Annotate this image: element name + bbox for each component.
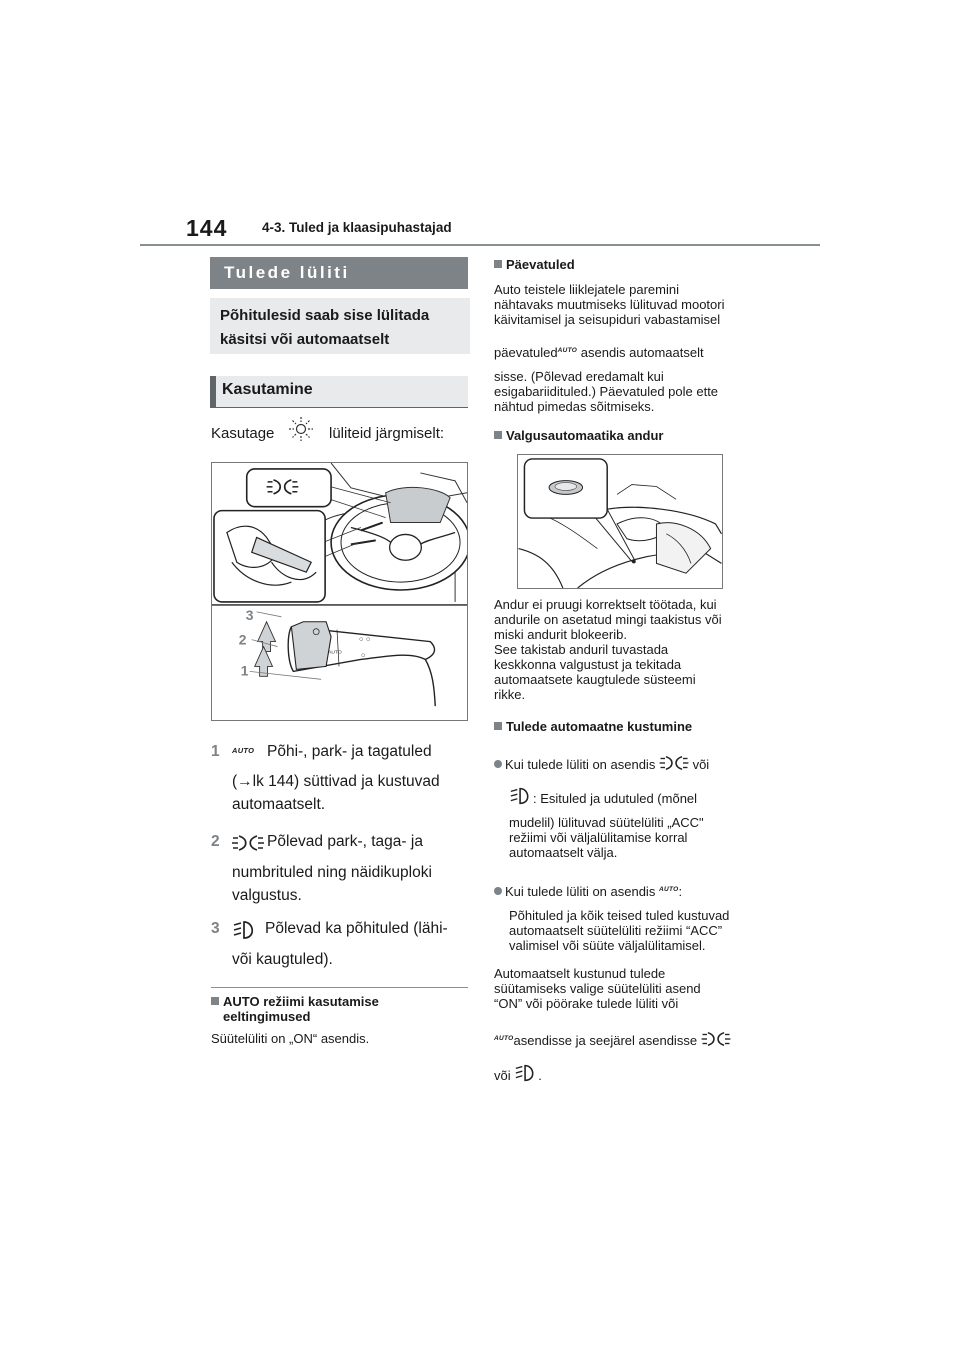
figure-label-1: 1 <box>240 662 249 679</box>
auto-icon: AUTO <box>557 347 578 354</box>
square-bullet <box>494 722 502 730</box>
subsection-title <box>210 298 470 354</box>
day-lights-heading <box>494 257 575 272</box>
divider <box>211 987 468 988</box>
heading-text: Valgusautomaatika andur <box>506 428 664 443</box>
figure-label-3: 3 <box>245 606 254 623</box>
svg-text:AUTO: AUTO <box>328 650 342 656</box>
chapter-title: 4-3. Tuled ja klaasipuhastajad <box>262 220 452 235</box>
svg-text:○ ○: ○ ○ <box>358 634 371 644</box>
text-line: esigabariidituled.) Päevatuled pole ette <box>494 384 719 399</box>
round-bullet <box>494 760 502 768</box>
text-line: valimisel või süüte väljalülitamisel. <box>509 938 706 953</box>
text-line: automaatselt süütelüliti režiimi “ACC” <box>509 923 723 938</box>
parking-lights-icon <box>659 754 689 772</box>
day-lights-text <box>494 282 725 327</box>
text-line: See takistab anduril tuvastada <box>494 642 669 657</box>
auto-preconditions-text: Süütelüliti on „ON“ asendis. <box>211 1031 370 1046</box>
round-bullet <box>494 887 502 895</box>
auto-off-heading <box>494 719 692 734</box>
text-line: automaatselt välja. <box>509 845 618 860</box>
text-line: Kui tulede lüliti on asendis <box>505 884 656 899</box>
closing-text <box>494 966 701 1011</box>
bullet-item-text <box>509 786 697 806</box>
headlights-icon <box>509 786 533 806</box>
text-line: asendisse ja seejärel asendisse <box>513 1033 698 1048</box>
text-line: käivitamisel ja seisupiduri vabastamisel <box>494 312 721 327</box>
light-sensor-figure <box>517 454 723 589</box>
light-switch-icon <box>288 416 314 442</box>
heading-text: AUTO režiimi kasutamise <box>223 994 379 1009</box>
text-line: automaatsete kaugtulede süsteemi <box>494 672 696 687</box>
item-number: 3 <box>211 920 220 937</box>
auto-icon: AUTO <box>494 1035 514 1042</box>
text-line: nähtud pimedas sõitmiseks. <box>494 399 655 414</box>
bullet-item <box>494 754 709 772</box>
item-text: või kaugtuled). <box>232 951 333 968</box>
closing-text <box>494 1030 731 1048</box>
text-line: asendis automaatselt <box>580 345 704 360</box>
text-line: režiimi või väljalülitamise korral <box>509 830 688 845</box>
page-number: 144 <box>186 215 228 241</box>
text-line: või <box>692 757 710 772</box>
headlight-switch-figure <box>211 462 468 721</box>
text-line: . <box>538 1068 542 1083</box>
auto-icon: AUTO <box>658 886 679 893</box>
text-line: Põhituled ja kõik teised tuled kustuvad <box>509 908 730 923</box>
day-lights-text <box>494 369 718 414</box>
item-text: Põlevad ka põhituled (lähi- <box>265 920 448 937</box>
item-number: 2 <box>211 833 220 850</box>
text-line: keskkonna valgustust ja tekitada <box>494 657 682 672</box>
item-text: valgustus. <box>232 887 302 904</box>
text-line: mudelil) lülituvad süütelüliti „ACC" <box>509 815 704 830</box>
item-number: 1 <box>211 743 220 760</box>
item-text: Põhi-, park- ja tagatuled <box>267 743 432 760</box>
text-line: Automaatselt kustunud tulede <box>494 966 666 981</box>
svg-text:○: ○ <box>360 650 366 660</box>
bullet-item-text <box>509 815 704 860</box>
text-line: Andur ei pruugi korrektselt töötada, kui <box>494 597 717 612</box>
subsection-line: Põhitulesid saab sise lülitada <box>220 307 430 324</box>
text-line: rikke. <box>494 687 526 702</box>
item-text: Põlevad park-, taga- ja <box>267 833 423 850</box>
parking-lights-icon <box>701 1030 731 1048</box>
subsection-line: käsitsi või automaatselt <box>220 331 390 348</box>
figure-label-2: 2 <box>238 631 247 648</box>
auto-preconditions-heading <box>211 994 379 1024</box>
list-item <box>211 918 468 968</box>
heading-text: Päevatuled <box>506 257 575 272</box>
text-line: päevatuled <box>494 345 558 360</box>
closing-text <box>494 1063 542 1083</box>
intro-pre: Kasutage <box>211 425 275 442</box>
intro-post: lüliteid järgmiselt: <box>329 425 445 442</box>
intro-text <box>211 425 468 445</box>
headlights-icon <box>232 920 258 940</box>
item-text: numbrituled ning näidikuploki <box>232 864 432 881</box>
item-text: (→lk 144) süttivad ja kustuvad <box>232 773 440 790</box>
item-text: automaatselt. <box>232 796 326 813</box>
heading-text: eeltingimused <box>223 1009 311 1024</box>
text-line: : Esituled ja udutuled (mõnel <box>533 791 698 806</box>
text-line: : <box>678 884 683 899</box>
text-line: nähtavaks muutmiseks lülituvad mootori <box>494 297 725 312</box>
text-line: süütamiseks valige süütelüliti asend <box>494 981 701 996</box>
text-line: sisse. (Põlevad eredamalt kui <box>494 369 664 384</box>
square-bullet <box>494 260 502 268</box>
square-bullet <box>494 431 502 439</box>
auto-icon: AUTO <box>232 746 255 755</box>
text-line: miski andurit blokeerib. <box>494 627 627 642</box>
text-line: Auto teistele liiklejatele paremini <box>494 282 679 297</box>
parking-lights-icon <box>232 833 264 853</box>
heading-text: Tulede automaatne kustumine <box>506 719 693 734</box>
square-bullet <box>211 997 219 1005</box>
bullet-item <box>494 882 682 899</box>
text-line: või <box>494 1068 511 1083</box>
sensor-text <box>494 597 722 702</box>
headlights-icon <box>514 1063 538 1083</box>
sensor-heading <box>494 428 664 443</box>
day-lights-text <box>494 343 704 360</box>
list-item <box>211 831 468 903</box>
usage-heading: Kasutamine <box>210 376 468 408</box>
text-line: andurile on asetatud mingi taakistus või <box>494 612 722 627</box>
header-rule <box>140 244 820 246</box>
bullet-item-text <box>509 908 729 953</box>
text-line: “ON” või pöörake tulede lüliti või <box>494 996 679 1011</box>
list-item <box>211 741 468 811</box>
section-title: Tulede lüliti <box>210 257 468 289</box>
text-line: Kui tulede lüliti on asendis <box>505 757 656 772</box>
